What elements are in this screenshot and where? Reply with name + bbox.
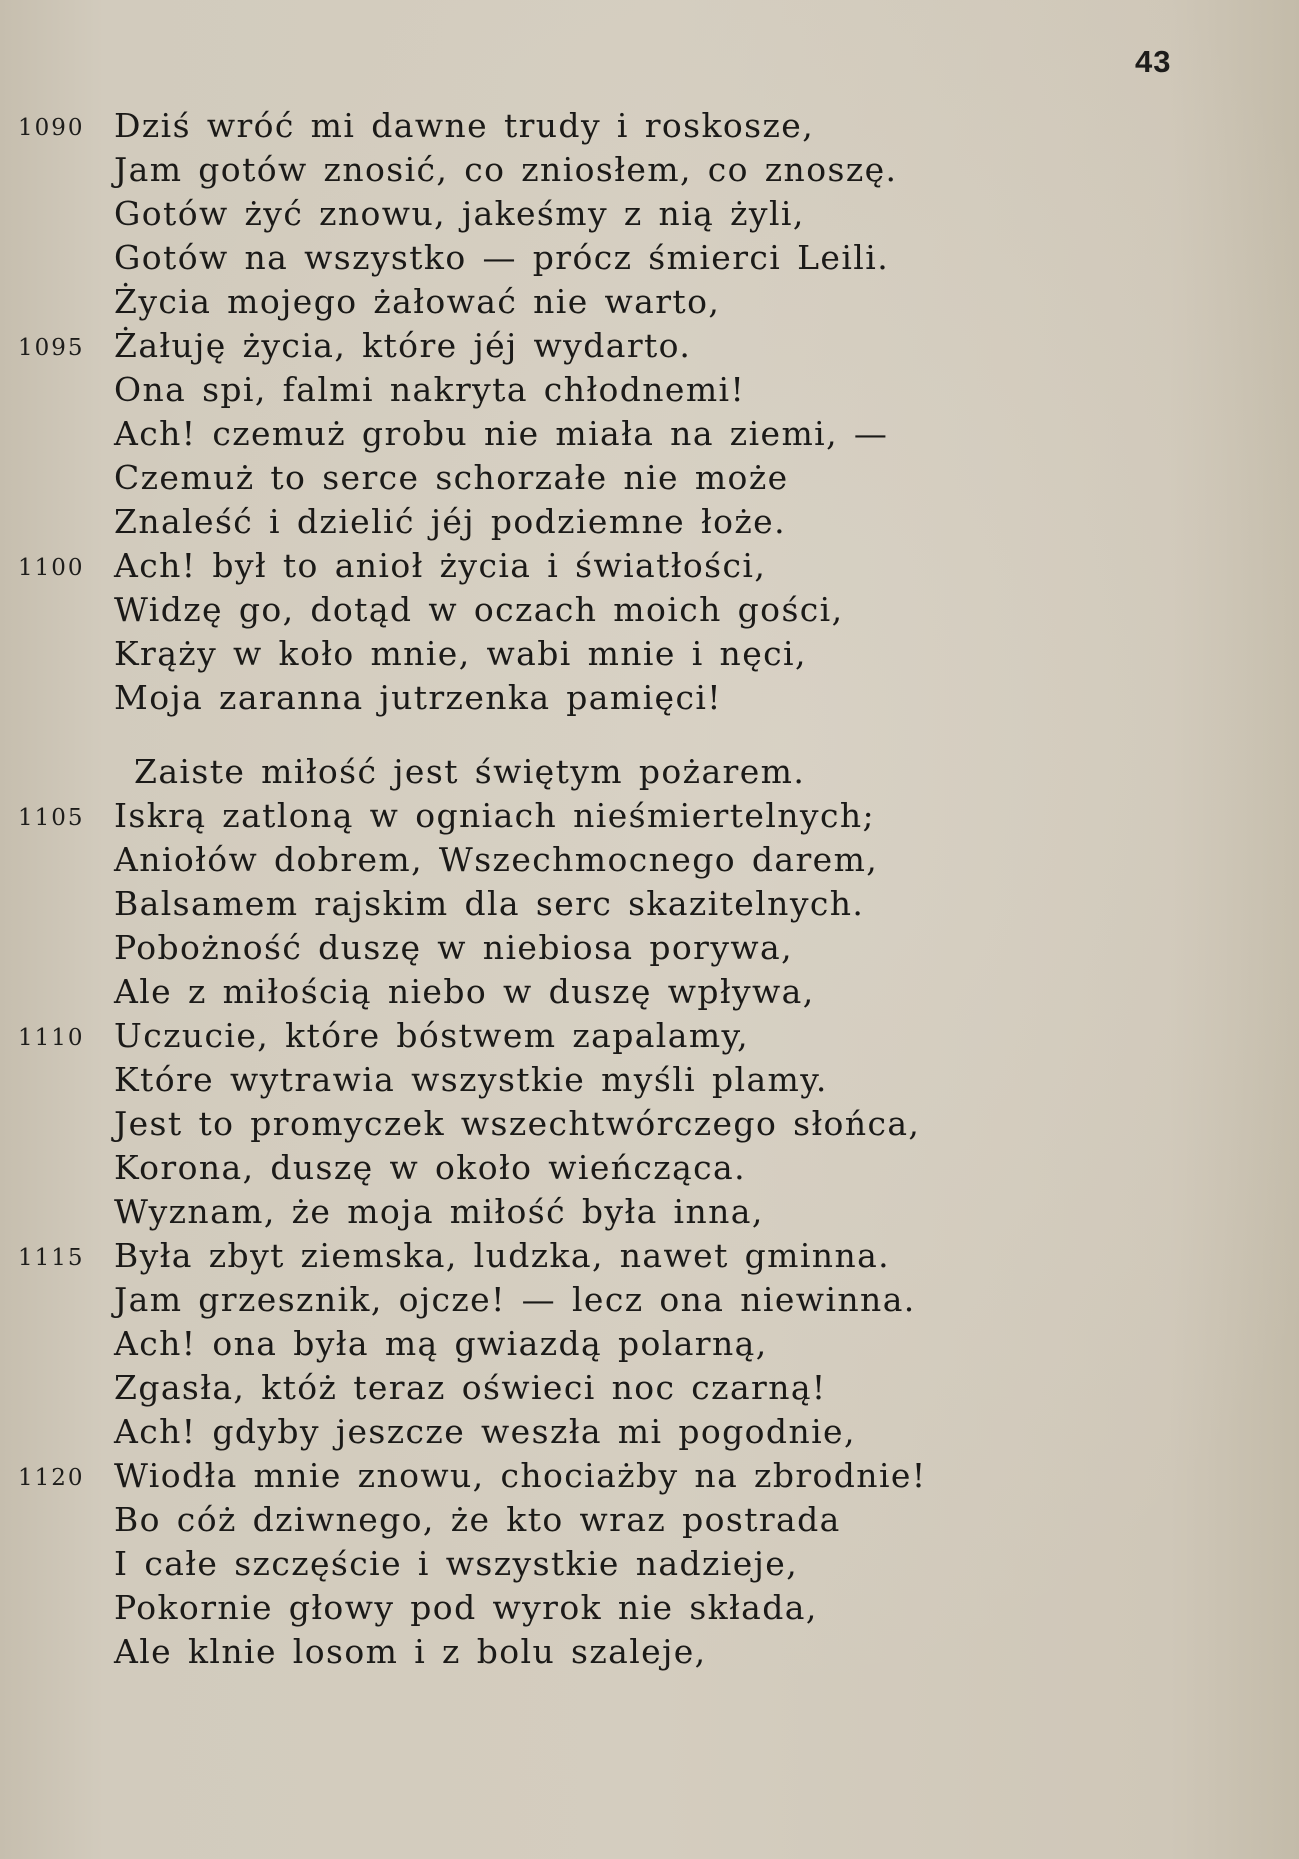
verse-line: [0, 882, 1299, 926]
verse-line: [0, 1234, 1299, 1278]
line-text: Była zbyt ziemska, ludzka, nawet gminna.: [114, 1236, 891, 1275]
line-text: Wiodła mnie znowu, chociażby na zbrodnie!: [114, 1456, 927, 1495]
line-text: Pobożność duszę w niebiosa porywa,: [114, 928, 793, 967]
line-text: Iskrą zatloną w ogniach nieśmiertelnych;: [114, 796, 876, 835]
verse-line: [0, 1278, 1299, 1322]
verse-line: [0, 544, 1299, 588]
line-text: Jest to promyczek wszechtwórczego słońca,: [114, 1104, 921, 1143]
line-text: Żałuję życia, które jéj wydarto.: [114, 326, 692, 365]
line-text: Balsamem rajskim dla serc skazitelnych.: [114, 884, 865, 923]
line-text: Widzę go, dotąd w oczach moich gości,: [114, 590, 844, 629]
verse-line: [0, 838, 1299, 882]
line-text: Dziś wróć mi dawne trudy i roskosze,: [114, 106, 815, 145]
verse-line: [0, 1498, 1299, 1542]
verse-line: [0, 632, 1299, 676]
page-number: 43: [1135, 44, 1172, 79]
verse-line: [0, 104, 1299, 148]
line-text: Aniołów dobrem, Wszechmocnego darem,: [114, 840, 879, 879]
line-number: 1100: [18, 555, 85, 581]
line-number: 1120: [18, 1465, 85, 1491]
line-number: 1090: [18, 115, 85, 141]
verse-line: [0, 1102, 1299, 1146]
line-text: Bo cóż dziwnego, że kto wraz postrada: [114, 1500, 841, 1539]
line-text: Gotów na wszystko — prócz śmierci Leili.: [114, 238, 890, 277]
verse-line: [0, 926, 1299, 970]
verse-line: [0, 500, 1299, 544]
line-text: Ach! ona była mą gwiazdą polarną,: [114, 1324, 768, 1363]
verse-line: [0, 1146, 1299, 1190]
verse-line: [0, 1190, 1299, 1234]
verse-line: [0, 588, 1299, 632]
poem-verse: [0, 104, 1299, 1674]
verse-line: [0, 1322, 1299, 1366]
verse-line: [0, 794, 1299, 838]
line-text: Wyznam, że moja miłość była inna,: [114, 1192, 764, 1231]
line-text: Które wytrawia wszystkie myśli plamy.: [114, 1060, 828, 1099]
verse-line: [0, 236, 1299, 280]
verse-line: [0, 368, 1299, 412]
verse-line: [0, 456, 1299, 500]
line-text: Gotów żyć znowu, jakeśmy z nią żyli,: [114, 194, 805, 233]
line-text: Pokornie głowy pod wyrok nie składa,: [114, 1588, 818, 1627]
line-text: Ach! gdyby jeszcze weszła mi pogodnie,: [114, 1412, 856, 1451]
verse-line: [0, 1410, 1299, 1454]
verse-line: [0, 676, 1299, 720]
verse-line: [0, 280, 1299, 324]
line-text: Jam grzesznik, ojcze! — lecz ona niewinna.: [114, 1280, 916, 1319]
line-text: Zgasła, któż teraz oświeci noc czarną!: [114, 1368, 827, 1407]
line-text: Ale z miłością niebo w duszę wpływa,: [114, 972, 815, 1011]
line-text: Życia mojego żałować nie warto,: [114, 282, 721, 321]
verse-line: [0, 1366, 1299, 1410]
line-text: Czemuż to serce schorzałe nie może: [114, 458, 789, 497]
line-text: Ale klnie losom i z bolu szaleje,: [114, 1632, 707, 1671]
verse-line-stanza-start: [0, 750, 1299, 794]
line-number: 1095: [18, 335, 85, 361]
verse-line: [0, 970, 1299, 1014]
verse-line: [0, 1542, 1299, 1586]
verse-line: [0, 324, 1299, 368]
verse-line: [0, 192, 1299, 236]
line-text: Korona, duszę w około wieńcząca.: [114, 1148, 746, 1187]
verse-line: [0, 148, 1299, 192]
line-text: Uczucie, które bóstwem zapalamy,: [114, 1016, 750, 1055]
line-number: 1110: [18, 1025, 85, 1051]
line-text: Zaiste miłość jest świętym pożarem.: [134, 752, 806, 791]
line-text: Moja zaranna jutrzenka pamięci!: [114, 678, 722, 717]
line-number: 1115: [18, 1245, 85, 1271]
verse-line: [0, 1014, 1299, 1058]
line-text: Krąży w koło mnie, wabi mnie i nęci,: [114, 634, 807, 673]
verse-line: [0, 1058, 1299, 1102]
line-number: 1105: [18, 805, 85, 831]
verse-line: [0, 1586, 1299, 1630]
verse-line: [0, 412, 1299, 456]
line-text: Ach! czemuż grobu nie miała na ziemi, —: [114, 414, 889, 453]
verse-line: [0, 1454, 1299, 1498]
line-text: Ach! był to anioł życia i światłości,: [114, 546, 767, 585]
line-text: I całe szczęście i wszystkie nadzieje,: [114, 1544, 799, 1583]
line-text: Ona spi, falmi nakryta chłodnemi!: [114, 370, 746, 409]
line-text: Znaleść i dzielić jéj podziemne łoże.: [114, 502, 786, 541]
verse-line: [0, 1630, 1299, 1674]
line-text: Jam gotów znosić, co zniosłem, co znoszę.: [114, 150, 898, 189]
